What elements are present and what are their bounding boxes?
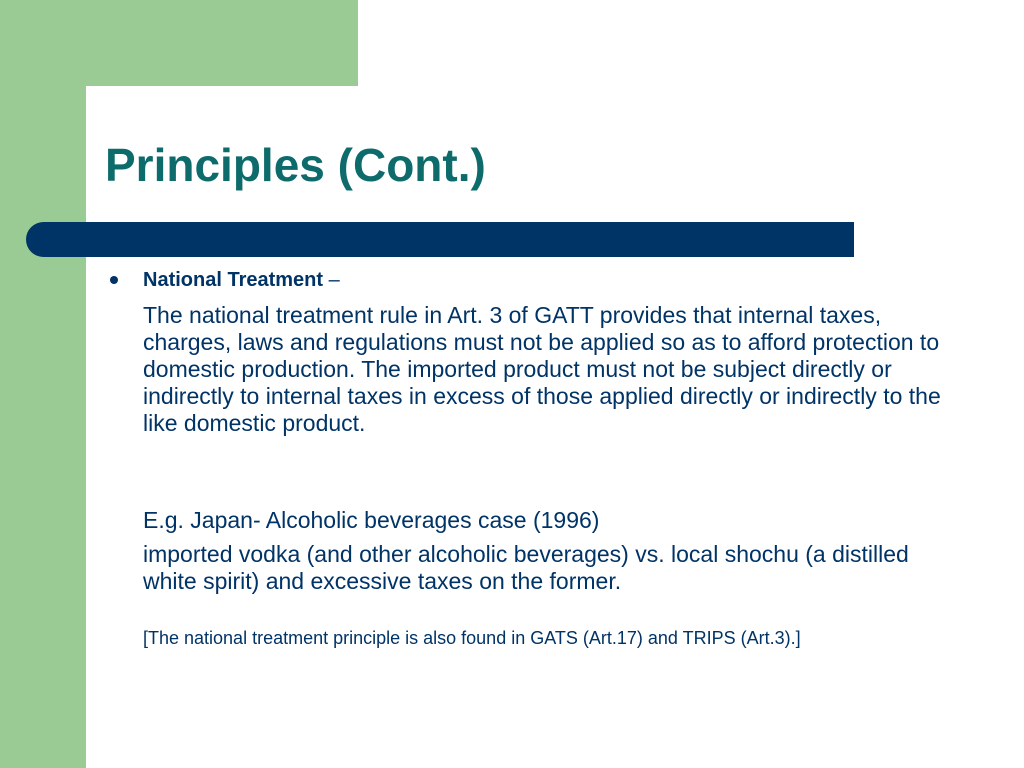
definition-paragraph: The national treatment rule in Art. 3 of GATT provides that internal taxes, charges, laws and regulations must not be applied so as to afford protection to domestic production. The imported product must not be subject directly or indirectly to internal taxes in excess of those applied directly or indirectly to the like domestic product.	[143, 302, 941, 436]
title-underline-bar	[26, 222, 854, 257]
slide-title: Principles (Cont.)	[105, 139, 486, 191]
footnote: [The national treatment principle is also found in GATS (Art.17) and TRIPS (Art.3).]	[143, 628, 801, 648]
bullet-heading-dash: –	[323, 269, 340, 291]
bullet-heading	[143, 267, 340, 293]
bullet-dot	[110, 276, 118, 284]
example-line: E.g. Japan- Alcoholic beverages case (1996)	[143, 507, 600, 533]
green-side-band	[0, 0, 86, 768]
example-detail: imported vodka (and other alcoholic beverages) vs. local shochu (a distilled white spirit) and excessive taxes on the former.	[143, 541, 909, 594]
bullet-heading-label: National Treatment	[143, 269, 324, 291]
